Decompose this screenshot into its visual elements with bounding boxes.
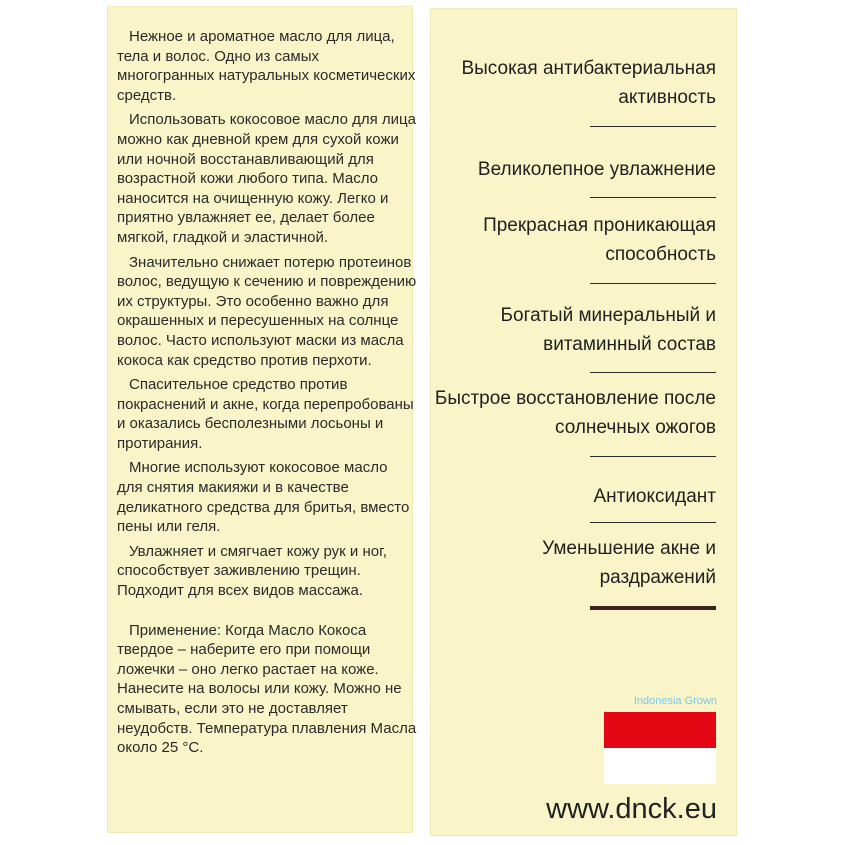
feature-item	[432, 482, 716, 534]
indonesia-flag-icon	[604, 712, 716, 784]
feature-text: Великолепное увлажнение	[477, 159, 716, 180]
feature-text: Прекрасная проникающая способность	[483, 215, 716, 265]
feature-divider	[590, 126, 716, 127]
feature-item	[432, 155, 716, 211]
feature-text: Высокая антибактериальная активность	[461, 58, 716, 108]
flag-white-stripe	[604, 748, 716, 784]
feature-item	[432, 211, 716, 301]
feature-divider	[590, 283, 716, 284]
feature-divider	[590, 197, 716, 198]
paragraph-makeup: Многие используют кокосовое масло для снятия макияжи и в качестве деликатного средства для бритья, вместо пены или геля.	[117, 459, 410, 536]
origin-label: Indonesia Grown	[633, 695, 717, 707]
features-list	[432, 54, 716, 610]
paragraph-acne: Спасительное средство против покраснений и акне, когда перепробованы и оказались бесполезными лосьоны и протирания.	[117, 376, 414, 452]
flag-red-stripe	[604, 712, 716, 748]
paragraph-massage: Увлажняет и смягчает кожу рук и ног, способствует заживлению трещин. Подходит для всех видов массажа.	[117, 542, 387, 600]
feature-divider	[590, 456, 716, 457]
feature-text: Богатый минеральный и витаминный состав	[500, 305, 716, 355]
feature-item	[432, 384, 716, 482]
website-link[interactable]: www.dnck.eu	[546, 793, 717, 825]
feature-text: Быстрое восстановление после солнечных ожогов	[434, 388, 716, 438]
feature-item	[432, 54, 716, 155]
paragraph-usage: Применение: Когда Масло Кокоса твердое – наберите его при помощи ложечки – оно легко растает на коже. Нанесите на волосы или кожу. Можно не смывать, если это не доставляет неудобств. Температура плавления Масла около 25 °С.	[117, 621, 417, 757]
feature-divider	[590, 372, 716, 373]
paragraph-intro: Нежное и ароматное масло для лица, тела и волос. Одно из самых многогранных натуральных косметических средств.	[117, 28, 416, 104]
feature-item	[432, 534, 716, 610]
paragraph-hair: Значительно снижает потерю протеинов волос, ведущую к сечению и повреждению их структуры. Это особенно важно для окрашенных и пересушенных на солнце волос. Часто используют маски из масла кокоса как средство против перхоти.	[117, 253, 417, 369]
feature-divider	[590, 522, 716, 523]
feature-text: Антиоксидант	[593, 486, 716, 507]
description-text	[117, 27, 417, 763]
feature-item	[432, 301, 716, 384]
paragraph-face: Использовать кокосовое масло для лица можно как дневной крем для сухой кожи или ночной восстанавливающий для возрастной кожи любого типа. Масло наносится на очищенную кожу. Легко и приятно увлажняет ее, делает более мягкой, гладкой и эластичной.	[117, 111, 416, 246]
feature-text: Уменьшение акне и раздражений	[542, 538, 716, 588]
feature-divider-final	[590, 606, 716, 610]
